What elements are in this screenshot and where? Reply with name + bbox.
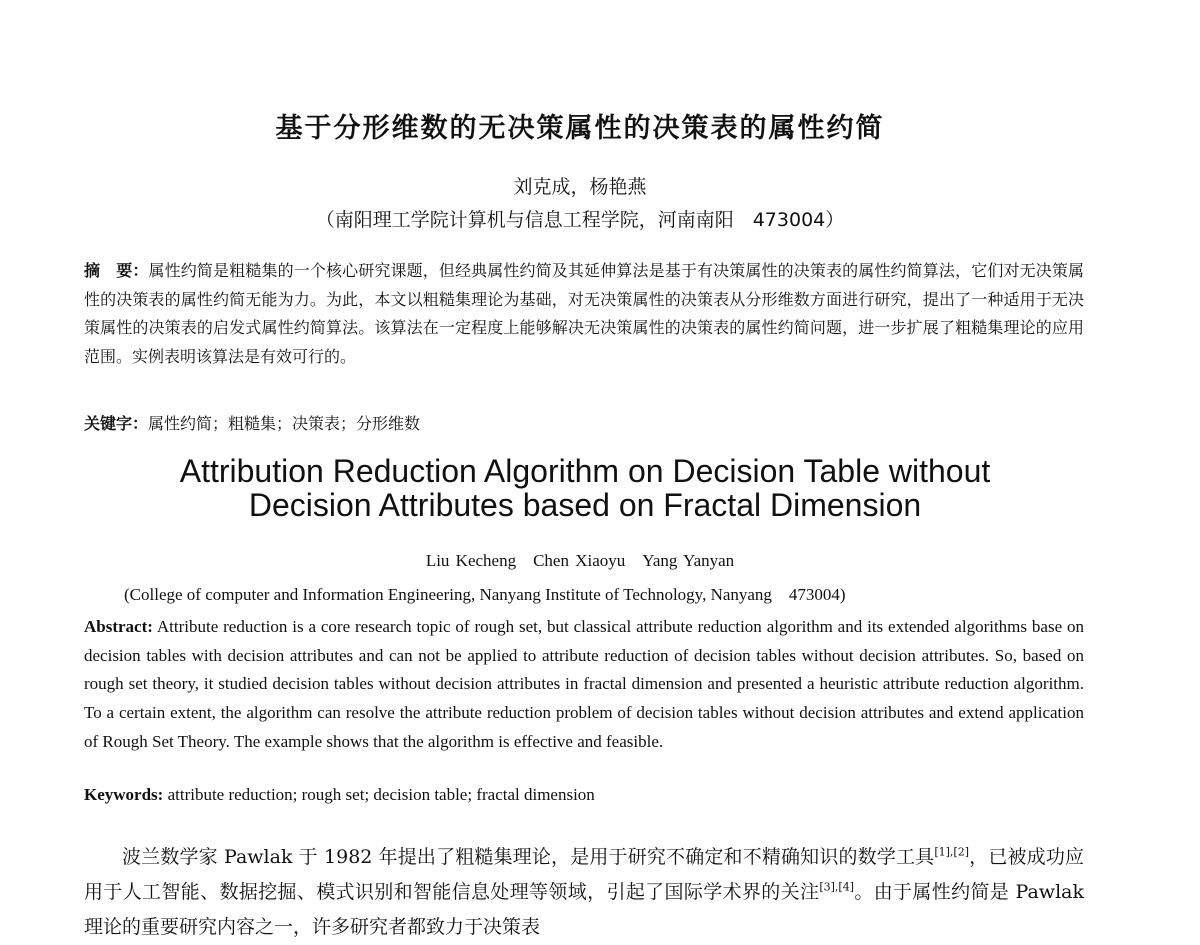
english-title-line-1: Attribution Reduction Algorithm on Decision Table without	[179, 453, 991, 489]
english-abstract-label: Abstract:	[84, 617, 153, 636]
citation-ref-1: [1],[2]	[934, 845, 970, 859]
english-authors: Liu Kecheng Chen Xiaoyu Yang Yanyan	[425, 551, 735, 570]
english-abstract-text: Attribute reduction is a core research topic of rough set, but classical attribute reduction algorithm and its extended algorithms base on decision tables with decision attributes and can not be applied to attribute reduction of decision tables without decision attributes. So, based on rough set theory, it studied decision tables without decision attributes in fractal dimension and presented a heuristic attribute reduction algorithm. To a certain extent, the algorithm can resolve the attribute reduction problem of decision tables without decision attributes and extend application of Rough Set Theory. The example shows that the algorithm is effective and feasible.	[84, 617, 1084, 751]
chinese-affiliation: （南阳理工学院计算机与信息工程学院，河南南阳 473004）	[315, 209, 845, 231]
chinese-abstract	[84, 257, 1084, 371]
body-text-part-2: ，已被成功应用于人工智能、数据挖掘、模式识别和智能信息处理等领域，引起了国际学术界的关注	[84, 846, 1084, 903]
english-title-line-2: Decision Attributes based on Fractal Dimension	[248, 487, 922, 523]
english-title	[0, 454, 1170, 522]
body-text-part-3: 。由于属性约简是 Pawlak 理论的重要研究内容之一，许多研究者都致力于决策表	[84, 881, 1084, 938]
chinese-title: 基于分形维数的无决策属性的决策表的属性约简	[275, 113, 885, 144]
english-affiliation: (College of computer and Information Engineering, Nanyang Institute of Technology, Nanyang 473004)	[124, 585, 846, 604]
citation-ref-2: [3],[4]	[819, 880, 854, 894]
body-text-part-1: 波兰数学家 Pawlak 于 1982 年提出了粗糙集理论，是用于研究不确定和不精确知识的数学工具	[122, 846, 935, 868]
body-paragraph	[84, 840, 1084, 945]
chinese-authors: 刘克成，杨艳燕	[513, 176, 647, 198]
chinese-keywords-label: 关键字：	[84, 414, 149, 433]
english-keywords-text: attribute reduction; rough set; decision table; fractal dimension	[167, 785, 595, 804]
chinese-keywords	[84, 411, 1084, 434]
english-abstract	[84, 613, 1084, 757]
chinese-keywords-text: 属性约简；粗糙集；决策表；分形维数	[148, 414, 421, 433]
english-keywords	[84, 785, 1084, 805]
chinese-abstract-label: 摘 要：	[84, 261, 149, 280]
english-keywords-label: Keywords:	[84, 785, 164, 804]
chinese-abstract-text: 属性约简是粗糙集的一个核心研究课题，但经典属性约简及其延伸算法是基于有决策属性的决策表的属性约简算法，它们对无决策属性的决策表的属性约简无能为力。为此，本文以粗糙集理论为基础，对无决策属性的决策表从分形维数方面进行研究，提出了一种适用于无决策属性的决策表的启发式属性约简算法。该算法在一定程度上能够解决无决策属性的决策表的属性约简问题，进一步扩展了粗糙集理论的应用范围。实例表明该算法是有效可行的。	[84, 261, 1084, 366]
